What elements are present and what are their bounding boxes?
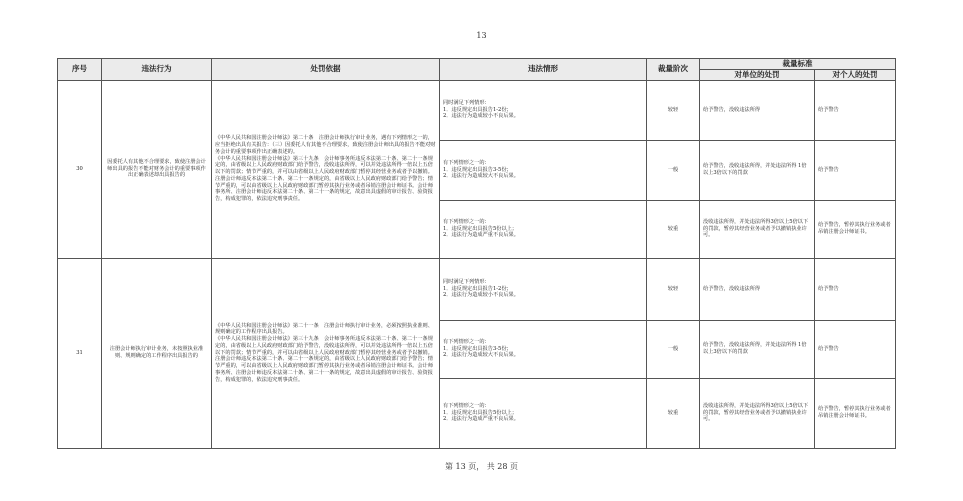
situation-cell: 同时满足下列情形： 1．违反规定出具报告1-2份； 2．违法行为造成较小不良后果。: [440, 258, 647, 320]
situation-cell: 同时满足下列情形： 1．违反规定出具报告1-2份； 2．违法行为造成较小不良后果。: [440, 80, 647, 140]
person-penalty-cell: 给予警告: [815, 140, 896, 200]
person-penalty-cell: 给予警告: [815, 80, 896, 140]
situation-cell: 有下列情形之一的： 1．违反规定出具报告3-5份； 2．违法行为造成较大不良后果。: [440, 140, 647, 200]
header-act: 违法行为: [102, 59, 212, 81]
unit-penalty-cell: 没收违法所得，并处违法所得3倍以上5倍以下的罚款，暂停其经营业务或者予以撤销执业许可。: [700, 378, 815, 448]
row-basis: [212, 80, 440, 258]
level-cell: 一般: [647, 140, 700, 200]
unit-penalty-cell: 给予警告，没收违法所得: [700, 80, 815, 140]
table-row: [58, 80, 896, 140]
person-penalty-cell: 给予警告，暂停其执行业务或者吊销注册会计师证书。: [815, 378, 896, 448]
basis-paragraph: 《中华人民共和国注册会计师法》第二十条 注册会计师执行审计业务，遇有下列情形之一的，应当拒绝出具有关报告：（三）因委托人有其他不合理要求，致使注册会计师出具的报告不能对财务会计的重要事项作出正确表述的。: [215, 135, 436, 155]
person-penalty-cell: 给予警告: [815, 320, 896, 378]
row-act: 注册会计师执行审计业务，未按照执业准则、规则确定的工作程序出具报告的: [102, 258, 212, 448]
situation-cell: 有下列情形之一的： 1．违反规定出具报告3-5份； 2．违法行为造成较大不良后果。: [440, 320, 647, 378]
row-index: 30: [58, 80, 102, 258]
header-person: 对个人的处罚: [815, 69, 896, 80]
basis-paragraph: 《中华人民共和国注册会计师法》第三十九条 会计师事务所违反本法第二十条、第二十一条规定的，由省级以上人民政府财政部门给予警告，没收违法所得，可以并处违法所得一倍以上五倍以下的罚款；情节严重的，并可以由省级以上人民政府财政部门暂停其经营业务或者予以撤销。注册会计师违反本法第二十条、第二十一条规定的，由省级以上人民政府财政部门给予警告；情节严重的，可以由省级以上人民政府财政部门暂停其执行业务或者吊销注册会计师证书。会计师事务所、注册会计师违反本法第二十条、第二十一条的规定，故意出具虚假的审计报告、验资报告，构成犯罪的，依法追究刑事责任。: [215, 336, 433, 383]
level-cell: 较重: [647, 200, 700, 258]
page-top-number: 13: [476, 31, 487, 40]
header-level: 裁量阶次: [647, 59, 700, 81]
unit-penalty-cell: 给予警告，没收违法所得，并处违法所得 1倍以上3倍以下的罚款: [700, 140, 815, 200]
basis-paragraph: 《中华人民共和国注册会计师法》第三十九条 会计师事务所违反本法第二十条、第二十一条规定的，由省级以上人民政府财政部门给予警告，没收违法所得，可以并处违法所得一倍以上五倍以下的罚款；情节严重的，并可以由省级以上人民政府财政部门暂停其经营业务或者予以撤销。注册会计师违反本法第二十条、第二十一条规定的，由省级以上人民政府财政部门给予警告；情节严重的，可以由省级以上人民政府财政部门暂停其执行业务或者吊销注册会计师证书。会计师事务所、注册会计师违反本法第二十条、第二十一条的规定，故意出具虚假的审计报告、验资报告，构成犯罪的，依法追究刑事责任。: [215, 155, 433, 202]
header-standard: 裁量标准: [700, 59, 896, 70]
situation-cell: 有下列情形之一的： 1．违反规定出具报告5份以上； 2．违法行为造成严重不良后果。: [440, 378, 647, 448]
row-index: 31: [58, 258, 102, 448]
unit-penalty-cell: 给予警告，没收违法所得: [700, 258, 815, 320]
person-penalty-cell: 给予警告，暂停其执行业务或者吊销注册会计师证书。: [815, 200, 896, 258]
row-basis: [212, 258, 440, 448]
penalty-table: [57, 58, 896, 449]
header-unit: 对单位的处罚: [700, 69, 815, 80]
header-index: 序号: [58, 59, 102, 81]
level-cell: 较重: [647, 378, 700, 448]
row-act: 因委托人有其他不合理要求，致使注册会计师出具的报告不能对财务会计的重要事项作出正确表述却出具报告的: [102, 80, 212, 258]
page-footer: 第 13 页， 共 28 页: [444, 462, 519, 471]
header-basis: 处罚依据: [212, 59, 440, 81]
person-penalty-cell: 给予警告: [815, 258, 896, 320]
situation-cell: 有下列情形之一的： 1．违反规定出具报告5份以上； 2．违法行为造成严重不良后果。: [440, 200, 647, 258]
table-row: [58, 258, 896, 320]
unit-penalty-cell: 给予警告，没收违法所得，并处违法所得 1倍以上3倍以下的罚款: [700, 320, 815, 378]
level-cell: 较轻: [647, 258, 700, 320]
unit-penalty-cell: 没收违法所得，并处违法所得3倍以上5倍以下的罚款，暂停其经营业务或者予以撤销执业许可。: [700, 200, 815, 258]
header-situation: 违法情形: [440, 59, 647, 81]
level-cell: 较轻: [647, 80, 700, 140]
level-cell: 一般: [647, 320, 700, 378]
basis-paragraph: 《中华人民共和国注册会计师法》第二十一条 注册会计师执行审计业务，必须按照执业准则、规则确定的工作程序出具报告。: [215, 322, 433, 336]
